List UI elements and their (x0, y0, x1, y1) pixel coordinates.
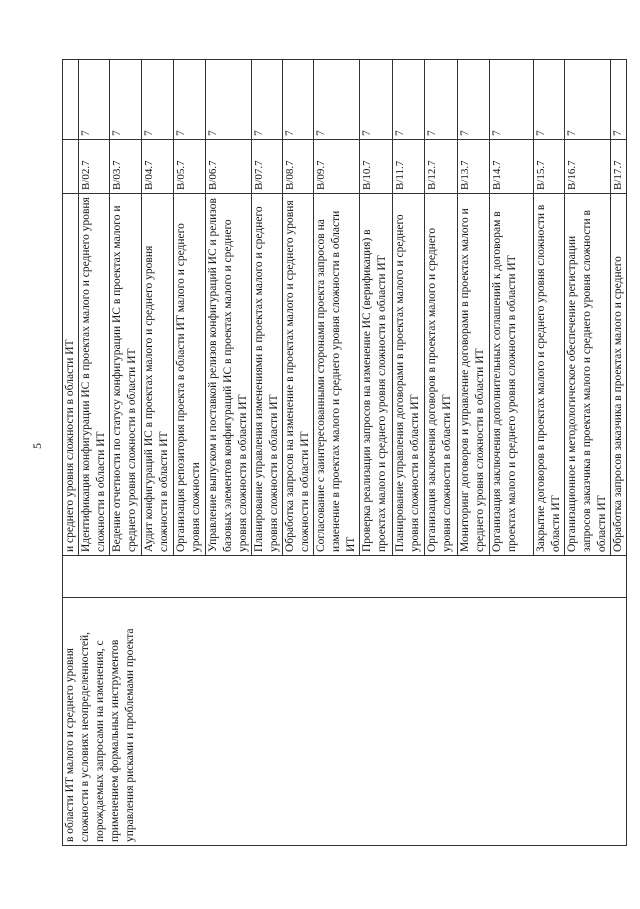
function-name-cell: Аудит конфигураций ИС в проектах малого и среднего уровня сложности в области ИТ (142, 194, 174, 556)
function-name-cell: Организационное и методологическое обеспечение регистрации запросов заказчика в проектах малого и среднего уровня сложности в области ИТ (565, 194, 611, 556)
function-level-cell: 7 (425, 60, 458, 140)
function-code-cell: B/16.7 (565, 140, 611, 194)
function-name-cell: Идентификация конфигурации ИС в проектах малого и среднего уровня сложности в области ИТ (79, 194, 110, 556)
function-level-cell: 7 (534, 60, 565, 140)
function-name-cell: Мониторинг договоров и управление договорами в проектах малого и среднего уровня сложности в области ИТ (458, 194, 490, 556)
qualification-level-cell (63, 556, 627, 598)
function-name-cell: Обработка запросов на изменение в проектах малого и среднего уровня сложности в области ИТ (283, 194, 314, 556)
function-name-cell: Закрытие договоров в проектах малого и среднего уровня сложности в области ИТ (534, 194, 565, 556)
function-code-cell: B/13.7 (458, 140, 490, 194)
function-level-cell: 7 (393, 60, 425, 140)
function-level-cell: 7 (110, 60, 142, 140)
function-name-cell: Организация заключения договоров в проектах малого и среднего уровня сложности в области ИТ (425, 194, 458, 556)
function-code-cell: B/17.7 (611, 140, 627, 194)
function-code-cell: B/06.7 (206, 140, 252, 194)
table-row (63, 60, 79, 846)
function-level-cell: 7 (174, 60, 206, 140)
function-name-cell: Планирование управления изменениями в проектах малого и среднего уровня сложности в области ИТ (252, 194, 283, 556)
function-code-cell: B/09.7 (314, 140, 360, 194)
function-name-cell: и среднего уровня сложности в области ИТ (63, 194, 79, 556)
function-level-cell: 7 (458, 60, 490, 140)
function-level-cell: 7 (79, 60, 110, 140)
function-code-cell: B/07.7 (252, 140, 283, 194)
rotated-page-content (62, 60, 624, 846)
function-code-cell: B/15.7 (534, 140, 565, 194)
function-level-cell: 7 (283, 60, 314, 140)
function-level-cell: 7 (360, 60, 393, 140)
function-level-cell: 7 (314, 60, 360, 140)
function-code-cell: B/12.7 (425, 140, 458, 194)
function-level-cell: 7 (611, 60, 627, 140)
function-name-cell: Организация репозитория проекта в области ИТ малого и среднего уровня сложности (174, 194, 206, 556)
function-name-cell: Управление выпуском и поставкой релизов конфигураций ИС и релизов базовых элементов конфигураций ИС в проектах малого и среднего уровня сложности в области ИТ (206, 194, 252, 556)
function-name-cell: Ведение отчетности по статусу конфигурации ИС в проектах малого и среднего уровня сложности в области ИТ (110, 194, 142, 556)
function-code-cell: B/02.7 (79, 140, 110, 194)
generalized-function-cell: в области ИТ малого и среднего уровня сложности в условиях неопределенностей, порождаемых запросами на изменения, с применением формальных инструментов управления рисками и проблемами проекта (63, 598, 627, 846)
function-level-cell: 7 (565, 60, 611, 140)
function-code-cell (63, 140, 79, 194)
function-level-cell (63, 60, 79, 140)
function-name-cell: Организация заключения дополнительных соглашений к договорам в проектах малого и среднего уровня сложности в области ИТ (490, 194, 534, 556)
function-code-cell: B/05.7 (174, 140, 206, 194)
function-code-cell: B/10.7 (360, 140, 393, 194)
function-level-cell: 7 (142, 60, 174, 140)
function-name-cell: Согласование с заинтересованными сторонами проекта запросов на изменение в проектах малого и среднего уровня сложности в области ИТ (314, 194, 360, 556)
function-code-cell: B/03.7 (110, 140, 142, 194)
functions-table (62, 59, 627, 846)
function-level-cell: 7 (252, 60, 283, 140)
function-level-cell: 7 (490, 60, 534, 140)
function-code-cell: B/08.7 (283, 140, 314, 194)
function-name-cell: Проверка реализации запросов на изменение ИС (верификация) в проектах малого и среднего уровня сложности в области ИТ (360, 194, 393, 556)
function-code-cell: B/11.7 (393, 140, 425, 194)
function-code-cell: B/04.7 (142, 140, 174, 194)
function-code-cell: B/14.7 (490, 140, 534, 194)
function-name-cell: Обработка запросов заказчика в проектах малого и среднего (611, 194, 627, 556)
page-number: 5 (30, 443, 44, 449)
functions-table-body (63, 60, 627, 846)
function-level-cell: 7 (206, 60, 252, 140)
function-name-cell: Планирование управления договорами в проектах малого и среднего уровня сложности в области ИТ (393, 194, 425, 556)
